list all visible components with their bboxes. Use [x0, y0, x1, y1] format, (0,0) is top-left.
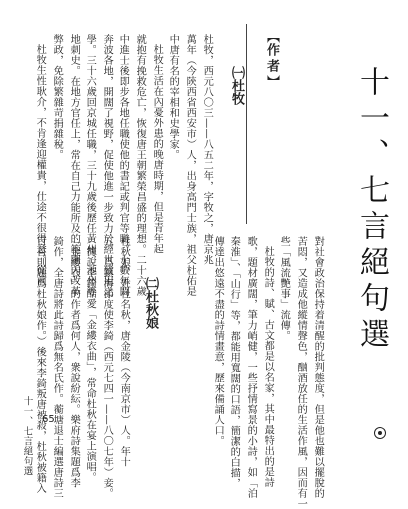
- text-column: 「金縷衣」的作者爲何人，衆說紛紜。樂府詩集題爲李: [68, 236, 80, 488]
- chapter-title: 十一、七言絕句選: [354, 66, 389, 354]
- text-column: 就抱有挽救危亡，恢復唐王朝繁榮昌盛的理想。二十六歲: [134, 34, 146, 297]
- bracket-left: 【: [264, 30, 279, 43]
- text-column: 五，爲鎮海節度使李錡（西元七四一——八〇七年）妾。: [101, 236, 113, 499]
- circle-bullet-icon: [374, 427, 386, 439]
- text-column: 中進士後即步各地任職使他的書記或判官等職。十數年間: [117, 34, 129, 297]
- text-column: 秦淮」、「山行」等，都能用寬闊的口語，簡潔的白描，: [228, 236, 240, 489]
- text-column: 杜牧生活在內憂外患的晚唐時期，但是青年起: [151, 44, 163, 254]
- text-column: 奔波各地，開闊了視野，促使他進一步致力於經世致用之: [101, 34, 113, 297]
- text-column: 百首則題爲杜秋娘作。）後來李錡叛唐被殺，杜秋被籍入: [34, 236, 46, 494]
- text-column: 杜牧生性耿介，不肯逢迎權貴，仕途不很得意。從前: [34, 44, 46, 286]
- text-column: 杜牧的詩、賦、古文都是以名家，其中最特出的是詩: [262, 246, 274, 488]
- text-column: 歌，題材廣闊，筆力峭健，一些抒情寫景的小詩，如「泊: [245, 236, 257, 499]
- section-label: 作者: [264, 43, 279, 75]
- bracket-right: 】: [264, 75, 279, 88]
- text-column: 弊政，免除繁雜苛捐雜稅。: [51, 34, 63, 160]
- text-column: 萬年（今陝西省西安市）人，出身高門士族，祖父杜佑是: [184, 34, 196, 297]
- running-head: 十一、七言絕句選: [21, 396, 33, 476]
- text-column: 地刺史。在地方官任上，常在自己力能所及的範圍內改革: [68, 34, 80, 297]
- text-column: 杜秋娘，姓杜名秋，唐金陵（今南京市）人。年十: [118, 236, 130, 467]
- text-column: 些「風流艷事」流傳。: [278, 236, 290, 341]
- divider: [246, 24, 247, 224]
- text-column: 錡作，全唐詩將此詩歸爲無名氏作。蘅塘退士編選唐詩三: [51, 236, 63, 499]
- text-column: 學。三十六歲回京城任職，三十九歲後歷任黃州、池州等: [84, 34, 96, 297]
- poet-heading-du-qiuniang: ㈡杜秋娘: [143, 277, 158, 329]
- text-column: 傳達出悠遠不盡的詩情畫意，歷來備誦人口。: [212, 236, 224, 446]
- text-column: 對社會政治保持着清醒的批判態度，但是他也難以擺脫的: [312, 236, 324, 499]
- text-column: 據說李錡酷愛「金縷衣曲」，常命杜秋在宴上演唱。: [84, 246, 96, 483]
- text-column: 杜牧，西元八〇三——八五二年，字牧之，唐京兆: [201, 34, 213, 265]
- section-heading: [257, 30, 279, 88]
- text-column: 中唐有名的宰相和史學家。: [167, 34, 179, 160]
- poet-heading-du-mu: ㈠杜牧: [229, 66, 244, 105]
- text-column: 苦悶，又造成他縱情聲色，酗酒放任的生活作風，因而有一: [295, 236, 307, 509]
- page-number: 65: [42, 414, 55, 425]
